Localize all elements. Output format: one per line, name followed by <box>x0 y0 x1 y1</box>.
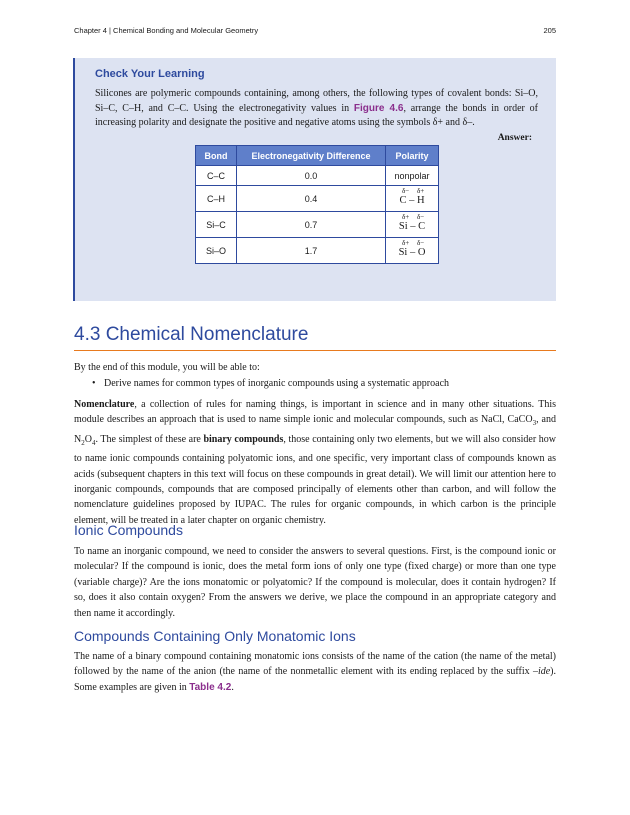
partial-charge-right: δ− <box>417 212 425 221</box>
box-question <box>95 87 538 131</box>
polarity-diagram <box>390 239 434 261</box>
section-title: 4.3 Chemical Nomenclature <box>74 324 309 345</box>
bullet-icon: • <box>92 378 96 389</box>
box-title: Check Your Learning <box>95 68 205 80</box>
subsection-title-monatomic: Compounds Containing Only Monatomic Ions <box>74 628 356 644</box>
paragraph-text: , a collection of rules for naming things, is important in science and in many other situations. This module describes an approach that is used to name simple ionic and molecular compounds, such as NaCl, CaCO <box>74 399 556 426</box>
partial-charge-left: δ− <box>402 186 410 195</box>
paragraph-text: . <box>231 681 234 693</box>
header-bond: Bond <box>196 146 237 166</box>
bond-cell: Si–C <box>196 212 237 238</box>
polar-bond: Si – C <box>398 220 426 232</box>
table-row <box>196 212 439 238</box>
polarity-cell <box>386 238 439 264</box>
monatomic-paragraph <box>74 649 556 695</box>
section-divider <box>74 350 556 351</box>
polar-bond: Si – O <box>398 246 426 258</box>
polarity-diagram <box>390 187 434 209</box>
key-term: Nomenclature <box>74 399 135 410</box>
paragraph-text: O <box>84 433 92 445</box>
ionic-paragraph: To name an inorganic compound, we need to consider the answers to several questions. First, is the compound ionic or molecular? If the compound is ionic, does the metal form ions of only one type (fixed charge) or more than one type (variable charge)? Are the ions monatomic or polyatomic? If the compound is molecular, does it contain hydrogen? If so, does it also contain oxygen? From the answers we derive, we place the compound in an appropriate category and then name it accordingly. <box>74 546 556 619</box>
difference-cell: 0.0 <box>237 166 386 186</box>
polar-bond: C – H <box>399 194 425 206</box>
difference-cell: 0.4 <box>237 186 386 212</box>
paragraph-text: The name of a binary compound containing monatomic ions consists of the name of the cation (the name of the metal) followed by the name of the anion (the name of the nonmetallic element with its ending replaced by the suffix <box>74 651 556 678</box>
table-header-row <box>196 146 439 166</box>
header-polarity: Polarity <box>386 146 439 166</box>
bond-polarity-table <box>195 145 439 264</box>
question-text-end: , arrange the bonds in order of increasing polarity and designate the positive and negative atoms using the symbols δ+ and δ–. <box>95 102 538 129</box>
table-row <box>196 166 439 186</box>
polarity-cell <box>386 186 439 212</box>
subscript: 2 <box>81 438 85 447</box>
bond-cell: Si–O <box>196 238 237 264</box>
suffix-term: –ide <box>532 666 551 678</box>
polarity-cell <box>386 212 439 238</box>
polarity-cell: nonpolar <box>386 166 439 186</box>
subsection-title-ionic: Ionic Compounds <box>74 522 183 538</box>
difference-cell: 1.7 <box>237 238 386 264</box>
answer-label: Answer: <box>497 133 532 143</box>
partial-charge-left: δ+ <box>402 212 410 221</box>
polarity-diagram <box>390 213 434 235</box>
paragraph-text: . The simplest of these are <box>95 433 204 445</box>
running-head: Chapter 4 | Chemical Bonding and Molecular Geometry <box>74 26 259 35</box>
difference-cell: 0.7 <box>237 212 386 238</box>
partial-charge-right: δ− <box>417 238 425 247</box>
paragraph-text: , and N <box>74 414 556 445</box>
check-your-learning-box <box>73 58 556 301</box>
partial-charge-right: δ+ <box>417 186 425 195</box>
partial-charge-left: δ+ <box>402 238 410 247</box>
question-text: Silicones are polymeric compounds containing, among others, the following types of covalent bonds: Si–O, Si–C, C–H, and C–C. Using the electronegativity values in <box>95 88 538 114</box>
table-row <box>196 238 439 264</box>
table-row <box>196 186 439 212</box>
subscript: 3 <box>532 419 537 428</box>
paragraph-text: ). Some examples are given in <box>74 666 556 693</box>
objective-item <box>92 378 449 389</box>
paragraph-text: , those containing only two elements, but we will also consider how to name ionic compounds containing polyatomic ions, and one specific, very important class of compounds known as acids (subsequent chapters in this text will focus on these compounds in great detail). We will limit our attention here to inorganic compounds, compounds that are composed principally of elements other than carbon, and will follow the nomenclature guidelines proposed by IUPAC. The rules for organic compounds, in which carbon is the principle element, will be treated in a later chapter on organic chemistry. <box>74 433 556 526</box>
header-en-difference: Electronegativity Difference <box>237 146 386 166</box>
nomenclature-paragraph <box>74 397 556 528</box>
objectives-intro: By the end of this module, you will be able to: <box>74 362 260 373</box>
page-header <box>74 26 556 35</box>
table-link[interactable]: Table 4.2 <box>189 681 232 693</box>
key-term: binary compounds <box>203 433 284 445</box>
bond-cell: C–C <box>196 166 237 186</box>
figure-link[interactable]: Figure 4.6 <box>353 102 404 114</box>
objective-text: Derive names for common types of inorganic compounds using a systematic approach <box>104 378 450 389</box>
bond-cell: C–H <box>196 186 237 212</box>
page-number: 205 <box>543 26 556 35</box>
subscript: 4 <box>91 438 96 447</box>
